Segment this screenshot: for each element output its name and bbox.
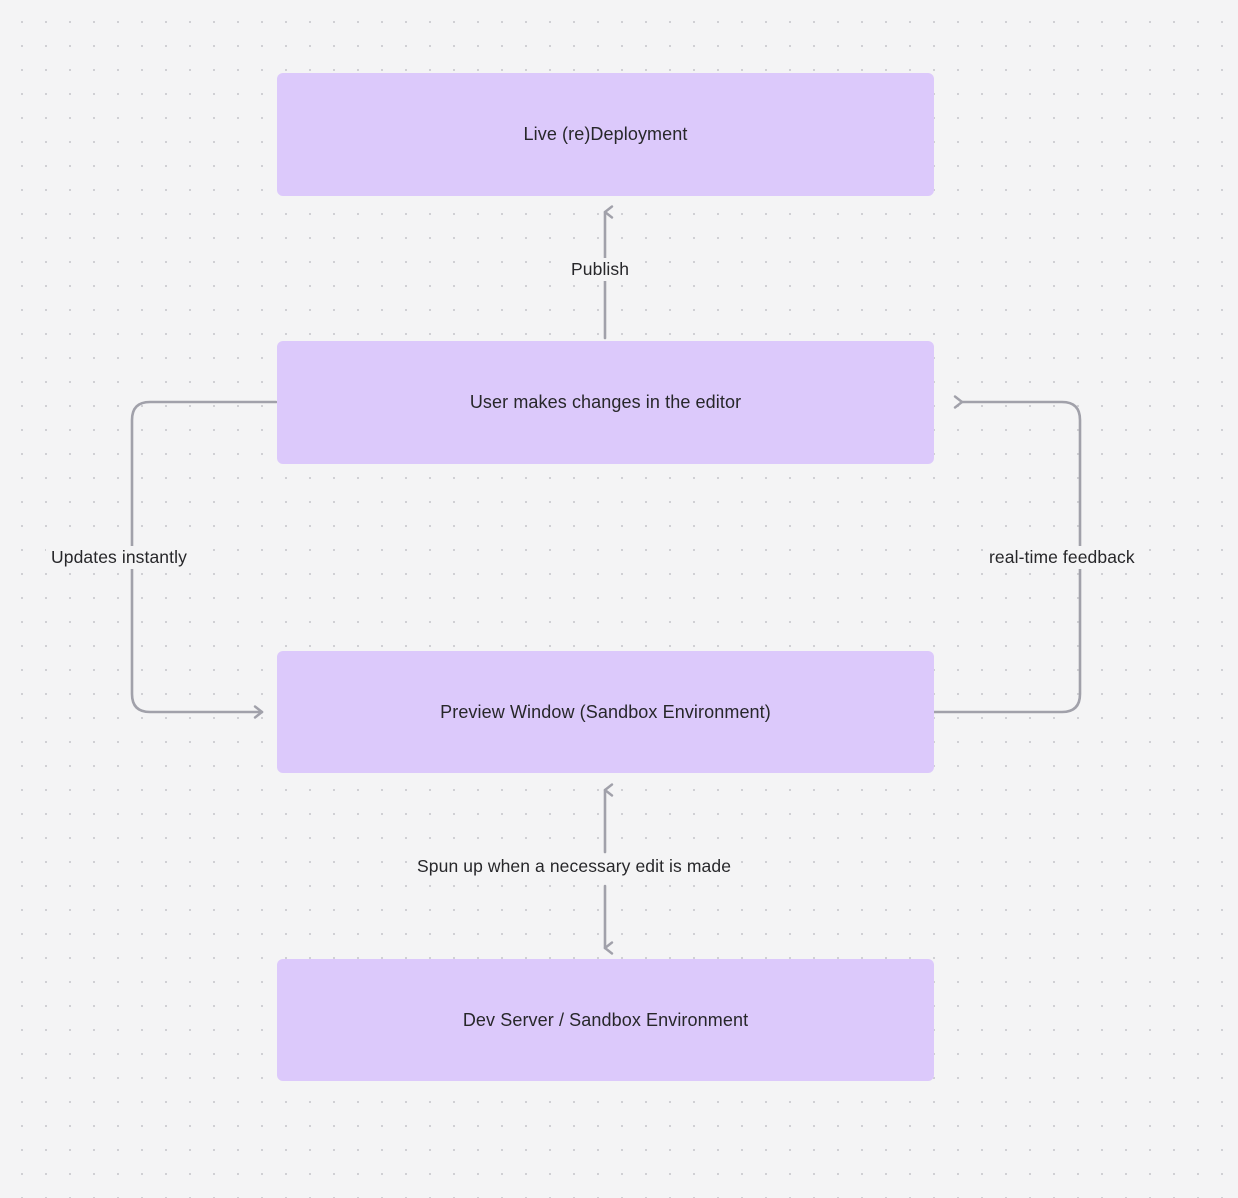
node-user-edits[interactable]	[277, 341, 934, 464]
edge-label-updates-instantly: Updates instantly	[46, 546, 192, 569]
node-preview-window[interactable]	[277, 651, 934, 773]
edge-label-publish: Publish	[566, 258, 634, 281]
node-label: Preview Window (Sandbox Environment)	[440, 701, 771, 722]
node-label: Dev Server / Sandbox Environment	[462, 1009, 749, 1030]
node-dev-server[interactable]	[277, 959, 934, 1081]
node-label: User makes changes in the editor	[469, 392, 742, 412]
node-label: Live (re)Deployment	[523, 124, 688, 144]
node-live-deployment[interactable]	[277, 73, 934, 196]
edge-label-real-time-feedback: real-time feedback	[984, 546, 1140, 569]
edge-label-spun-up: Spun up when a necessary edit is made	[412, 855, 736, 878]
